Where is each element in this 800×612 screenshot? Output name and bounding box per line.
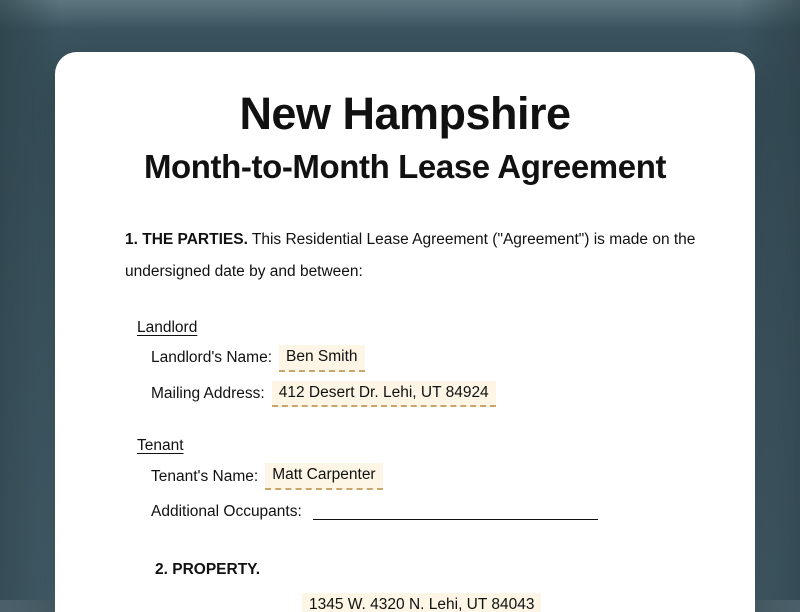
document-body — [55, 52, 755, 612]
document-title-state: New Hampshire — [107, 90, 703, 137]
tenant-name-field[interactable]: Matt Carpenter — [265, 463, 382, 490]
clause-the-parties-text: This Residential Lease Agreement ("Agreement") is made on the undersigned date by and between: — [125, 231, 695, 281]
additional-occupants-field[interactable] — [313, 504, 598, 520]
additional-occupants-row — [137, 499, 703, 525]
document-sheet — [55, 52, 755, 612]
additional-occupants-label: Additional Occupants: — [151, 503, 302, 521]
property-address-field[interactable]: 1345 W. 4320 N. Lehi, UT 84043 — [302, 593, 541, 612]
landlord-block — [107, 319, 703, 408]
tenant-heading: Tenant — [137, 437, 703, 455]
document-title-type: Month-to-Month Lease Agreement — [107, 149, 703, 185]
tenant-name-row — [137, 463, 703, 490]
tenant-name-label: Tenant's Name: — [151, 468, 258, 486]
tenant-block — [107, 437, 703, 525]
clause-the-parties — [107, 224, 703, 289]
clause-property-heading: 2. PROPERTY. — [107, 561, 703, 579]
landlord-address-label: Mailing Address: — [151, 385, 265, 403]
landlord-name-field[interactable]: Ben Smith — [279, 345, 365, 372]
landlord-address-row — [137, 381, 703, 408]
landlord-address-field[interactable]: 412 Desert Dr. Lehi, UT 84924 — [272, 381, 496, 408]
landlord-heading: Landlord — [137, 319, 703, 337]
landlord-name-label: Landlord's Name: — [151, 349, 272, 367]
property-address-row — [107, 593, 703, 612]
landlord-name-row — [137, 345, 703, 372]
clause-the-parties-lead: 1. THE PARTIES. — [125, 231, 248, 248]
